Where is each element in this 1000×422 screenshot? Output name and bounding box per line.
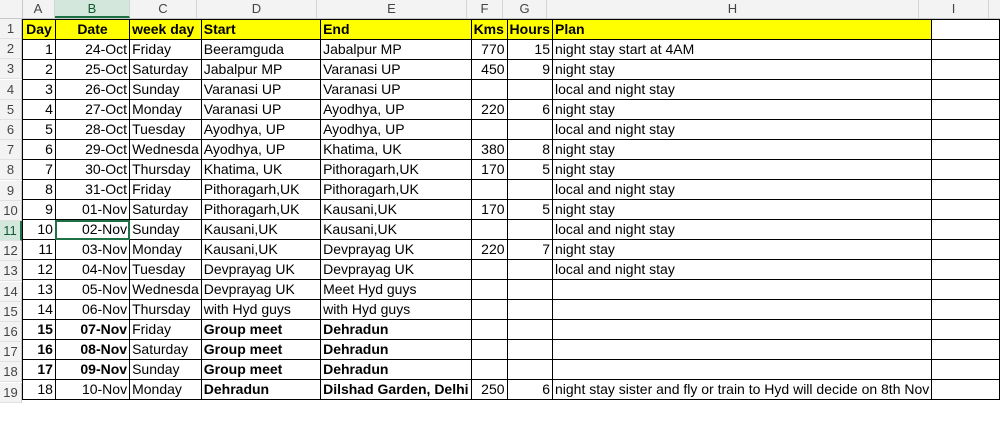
cell-day[interactable]: 1 — [23, 40, 56, 60]
cell-end[interactable]: Khatima, UK — [321, 140, 471, 160]
cell-start[interactable]: Varanasi UP — [201, 80, 320, 100]
cell-empty[interactable] — [932, 300, 1000, 320]
cell-empty[interactable] — [932, 100, 1000, 120]
cell-date[interactable]: 01-Nov — [55, 200, 129, 220]
row-header-4[interactable]: 4 — [0, 80, 22, 100]
cell-day[interactable]: 7 — [23, 160, 56, 180]
cell-date[interactable]: 24-Oct — [55, 40, 129, 60]
cell-kms[interactable]: 450 — [471, 60, 507, 80]
cell-empty[interactable] — [932, 140, 1000, 160]
header-date[interactable]: Date — [55, 20, 129, 40]
cell-hours[interactable]: 9 — [507, 60, 552, 80]
row-header-8[interactable]: 8 — [0, 160, 22, 180]
row-header-17[interactable]: 17 — [0, 342, 22, 362]
cell-weekday[interactable]: Friday — [130, 40, 202, 60]
cell-empty[interactable] — [932, 380, 1000, 400]
column-header-a[interactable]: A — [22, 0, 55, 18]
cell-plan[interactable]: local and night stay — [552, 180, 931, 200]
cell-date[interactable]: 08-Nov — [55, 340, 129, 360]
cell-kms[interactable] — [471, 260, 507, 280]
cell-plan[interactable]: night stay — [552, 100, 931, 120]
cell-I1[interactable] — [932, 20, 1000, 40]
cell-weekday[interactable]: Friday — [130, 320, 202, 340]
table-row — [23, 300, 1000, 320]
table-row — [23, 200, 1000, 220]
cell-weekday[interactable]: Saturday — [130, 340, 202, 360]
cell-hours[interactable] — [507, 320, 552, 340]
cell-date[interactable]: 07-Nov — [55, 320, 129, 340]
cell-day[interactable]: 11 — [23, 240, 56, 260]
cell-empty[interactable] — [932, 40, 1000, 60]
cell-date[interactable]: 31-Oct — [55, 180, 129, 200]
column-header-b[interactable]: B — [55, 0, 130, 18]
cell-empty[interactable] — [932, 200, 1000, 220]
cell-start[interactable]: Jabalpur MP — [201, 60, 320, 80]
cell-hours[interactable] — [507, 220, 552, 240]
cell-plan[interactable]: night stay — [552, 140, 931, 160]
cell-weekday[interactable]: Wednesda — [130, 280, 202, 300]
cell-day[interactable]: 12 — [23, 260, 56, 280]
cell-empty[interactable] — [932, 160, 1000, 180]
table-row — [23, 80, 1000, 100]
cell-weekday[interactable]: Tuesday — [130, 260, 202, 280]
row-header-6[interactable]: 6 — [0, 120, 22, 140]
cell-weekday[interactable]: Thursday — [130, 300, 202, 320]
cell-date[interactable]: 10-Nov — [55, 380, 129, 400]
header-weekday[interactable]: week day — [130, 20, 202, 40]
cell-hours[interactable]: 5 — [507, 160, 552, 180]
cell-hours[interactable] — [507, 260, 552, 280]
cell-date[interactable]: 27-Oct — [55, 100, 129, 120]
cell-plan[interactable] — [552, 280, 931, 300]
cell-end[interactable]: Pithoragarh,UK — [321, 180, 471, 200]
cell-kms[interactable]: 170 — [471, 160, 507, 180]
cell-plan[interactable]: night stay — [552, 160, 931, 180]
cell-end[interactable]: Varanasi UP — [321, 60, 471, 80]
cell-day[interactable]: 16 — [23, 340, 56, 360]
cell-plan[interactable]: night stay — [552, 60, 931, 80]
cell-plan[interactable]: local and night stay — [552, 220, 931, 240]
cell-kms[interactable] — [471, 120, 507, 140]
table-row — [23, 240, 1000, 260]
cell-end[interactable]: Devprayag UK — [321, 260, 471, 280]
cell-weekday[interactable]: Sunday — [130, 360, 202, 380]
cell-plan[interactable]: local and night stay — [552, 260, 931, 280]
cell-end[interactable]: Devprayag UK — [321, 240, 471, 260]
cell-start[interactable]: Ayodhya, UP — [201, 120, 320, 140]
column-header-row — [0, 0, 1000, 19]
cell-weekday[interactable]: Saturday — [130, 200, 202, 220]
cell-date[interactable]: 04-Nov — [55, 260, 129, 280]
cell-end[interactable]: Dehradun — [321, 360, 471, 380]
cell-start[interactable]: Varanasi UP — [201, 100, 320, 120]
cell-plan[interactable]: local and night stay — [552, 80, 931, 100]
cell-day[interactable]: 14 — [23, 300, 56, 320]
column-header-i[interactable]: I — [919, 0, 989, 18]
row-header-3[interactable]: 3 — [0, 59, 22, 79]
table-row — [23, 280, 1000, 300]
table-row — [23, 40, 1000, 60]
table-row — [23, 60, 1000, 80]
cell-day[interactable]: 3 — [23, 80, 56, 100]
row-header-15[interactable]: 15 — [0, 302, 22, 322]
header-kms[interactable]: Kms — [471, 20, 507, 40]
cell-day[interactable]: 17 — [23, 360, 56, 380]
column-header-h[interactable]: H — [547, 0, 919, 18]
itinerary-table — [22, 19, 1000, 400]
cell-start[interactable]: with Hyd guys — [201, 300, 320, 320]
cell-day[interactable]: 15 — [23, 320, 56, 340]
row-header-12[interactable]: 12 — [0, 241, 22, 261]
cell-weekday[interactable]: Sunday — [130, 220, 202, 240]
cell-day[interactable]: 10 — [23, 220, 56, 240]
cell-kms[interactable]: 770 — [471, 40, 507, 60]
column-header-d[interactable]: D — [197, 0, 317, 18]
cell-end[interactable]: Dehradun — [321, 320, 471, 340]
cell-hours[interactable] — [507, 280, 552, 300]
row-header-7[interactable]: 7 — [0, 140, 22, 160]
cell-weekday[interactable]: Friday — [130, 180, 202, 200]
row-header-11[interactable]: 11 — [0, 221, 22, 241]
cell-start[interactable]: Dehradun — [201, 380, 320, 400]
cell-date[interactable]: 26-Oct — [55, 80, 129, 100]
column-header-e[interactable]: E — [317, 0, 467, 18]
cell-date[interactable]: 30-Oct — [55, 160, 129, 180]
cell-date[interactable]: 06-Nov — [55, 300, 129, 320]
cell-start[interactable]: Khatima, UK — [201, 160, 320, 180]
cell-start[interactable]: Devprayag UK — [201, 260, 320, 280]
cell-date[interactable]: 25-Oct — [55, 60, 129, 80]
cell-end[interactable]: Dehradun — [321, 340, 471, 360]
row-header-13[interactable]: 13 — [0, 261, 22, 281]
cell-empty[interactable] — [932, 240, 1000, 260]
row-header-14[interactable]: 14 — [0, 282, 22, 302]
cell-date[interactable]: 02-Nov — [55, 220, 129, 240]
cell-end[interactable]: Kausani,UK — [321, 200, 471, 220]
table-row — [23, 180, 1000, 200]
cell-day[interactable]: 5 — [23, 120, 56, 140]
cell-empty[interactable] — [932, 180, 1000, 200]
cell-plan[interactable] — [552, 320, 931, 340]
cell-hours[interactable] — [507, 300, 552, 320]
cell-date[interactable]: 03-Nov — [55, 240, 129, 260]
cell-end[interactable]: with Hyd guys — [321, 300, 471, 320]
row-header-18[interactable]: 18 — [0, 362, 22, 382]
cell-start[interactable]: Group meet — [201, 320, 320, 340]
cell-day[interactable]: 2 — [23, 60, 56, 80]
cell-weekday[interactable]: Thursday — [130, 160, 202, 180]
cell-weekday[interactable]: Wednesda — [130, 140, 202, 160]
cell-day[interactable]: 8 — [23, 180, 56, 200]
cell-empty[interactable] — [932, 80, 1000, 100]
cell-day[interactable]: 13 — [23, 280, 56, 300]
cell-empty[interactable] — [932, 60, 1000, 80]
cell-start[interactable]: Group meet — [201, 360, 320, 380]
cell-plan[interactable]: night stay sister and fly or train to Hyd will decide on 8th Nov — [552, 380, 931, 400]
cell-kms[interactable] — [471, 340, 507, 360]
header-hours[interactable]: Hours — [507, 20, 552, 40]
cell-plan[interactable]: night stay — [552, 200, 931, 220]
cell-kms[interactable]: 220 — [471, 240, 507, 260]
cell-end[interactable]: Pithoragarh,UK — [321, 160, 471, 180]
cell-hours[interactable] — [507, 80, 552, 100]
cell-hours[interactable] — [507, 360, 552, 380]
cell-hours[interactable] — [507, 180, 552, 200]
row-header-16[interactable]: 16 — [0, 322, 22, 342]
cell-hours[interactable]: 6 — [507, 100, 552, 120]
cell-hours[interactable] — [507, 340, 552, 360]
cell-end[interactable]: Meet Hyd guys — [321, 280, 471, 300]
cell-end[interactable]: Varanasi UP — [321, 80, 471, 100]
cell-empty[interactable] — [932, 320, 1000, 340]
cell-date[interactable]: 05-Nov — [55, 280, 129, 300]
header-start[interactable]: Start — [201, 20, 320, 40]
cell-start[interactable]: Kausani,UK — [201, 240, 320, 260]
cell-kms[interactable] — [471, 300, 507, 320]
cell-empty[interactable] — [932, 340, 1000, 360]
column-header-f[interactable]: F — [467, 0, 503, 18]
select-all-corner[interactable] — [0, 0, 23, 18]
cell-kms[interactable] — [471, 220, 507, 240]
cell-hours[interactable]: 6 — [507, 380, 552, 400]
cell-plan[interactable] — [552, 340, 931, 360]
cell-start[interactable]: Ayodhya, UP — [201, 140, 320, 160]
table-row — [23, 140, 1000, 160]
column-header-c[interactable]: C — [130, 0, 197, 18]
row-header-1[interactable]: 1 — [0, 19, 22, 39]
table-row — [23, 340, 1000, 360]
cell-end[interactable]: Jabalpur MP — [321, 40, 471, 60]
header-day[interactable]: Day — [23, 20, 56, 40]
column-header-g[interactable]: G — [503, 0, 547, 18]
cell-start[interactable]: Devprayag UK — [201, 280, 320, 300]
cell-hours[interactable]: 15 — [507, 40, 552, 60]
cell-grid — [22, 19, 1000, 400]
row-header-5[interactable]: 5 — [0, 100, 22, 120]
cell-hours[interactable]: 5 — [507, 200, 552, 220]
cell-day[interactable]: 4 — [23, 100, 56, 120]
cell-empty[interactable] — [932, 120, 1000, 140]
cell-plan[interactable] — [552, 300, 931, 320]
table-row — [23, 320, 1000, 340]
cell-plan[interactable]: local and night stay — [552, 120, 931, 140]
cell-kms[interactable]: 380 — [471, 140, 507, 160]
cell-day[interactable]: 6 — [23, 140, 56, 160]
cell-kms[interactable] — [471, 320, 507, 340]
cell-hours[interactable]: 8 — [507, 140, 552, 160]
row-header-10[interactable]: 10 — [0, 201, 22, 221]
table-header-row — [23, 20, 1000, 40]
cell-empty[interactable] — [932, 280, 1000, 300]
header-plan[interactable]: Plan — [552, 20, 931, 40]
table-row — [23, 380, 1000, 400]
cell-hours[interactable] — [507, 120, 552, 140]
cell-start[interactable]: Pithoragarh,UK — [201, 180, 320, 200]
cell-plan[interactable]: night stay — [552, 240, 931, 260]
cell-start[interactable]: Group meet — [201, 340, 320, 360]
cell-kms[interactable] — [471, 280, 507, 300]
cell-empty[interactable] — [932, 360, 1000, 380]
cell-weekday[interactable]: Sunday — [130, 80, 202, 100]
cell-kms[interactable] — [471, 80, 507, 100]
cell-weekday[interactable]: Monday — [130, 100, 202, 120]
cell-hours[interactable]: 7 — [507, 240, 552, 260]
table-row — [23, 260, 1000, 280]
cell-end[interactable]: Dilshad Garden, Delhi — [321, 380, 471, 400]
cell-kms[interactable] — [471, 360, 507, 380]
cell-weekday[interactable]: Tuesday — [130, 120, 202, 140]
cell-weekday[interactable]: Monday — [130, 380, 202, 400]
table-row — [23, 100, 1000, 120]
cell-start[interactable]: Pithoragarh,UK — [201, 200, 320, 220]
row-header-9[interactable]: 9 — [0, 181, 22, 201]
cell-empty[interactable] — [932, 220, 1000, 240]
cell-date[interactable]: 29-Oct — [55, 140, 129, 160]
cell-weekday[interactable]: Monday — [130, 240, 202, 260]
cell-day[interactable]: 9 — [23, 200, 56, 220]
cell-kms[interactable]: 170 — [471, 200, 507, 220]
cell-end[interactable]: Ayodhya, UP — [321, 120, 471, 140]
table-row — [23, 360, 1000, 380]
table-row — [23, 160, 1000, 180]
header-end[interactable]: End — [321, 20, 471, 40]
cell-empty[interactable] — [932, 260, 1000, 280]
cell-plan[interactable]: night stay start at 4AM — [552, 40, 931, 60]
cell-start[interactable]: Kausani,UK — [201, 220, 320, 240]
cell-end[interactable]: Kausani,UK — [321, 220, 471, 240]
row-header-19[interactable]: 19 — [0, 383, 22, 403]
cell-kms[interactable] — [471, 180, 507, 200]
row-header-2[interactable]: 2 — [0, 39, 22, 59]
cell-start[interactable]: Beeramguda — [201, 40, 320, 60]
cell-date[interactable]: 09-Nov — [55, 360, 129, 380]
cell-kms[interactable]: 250 — [471, 380, 507, 400]
cell-end[interactable]: Ayodhya, UP — [321, 100, 471, 120]
table-row — [23, 120, 1000, 140]
cell-date[interactable]: 28-Oct — [55, 120, 129, 140]
cell-kms[interactable]: 220 — [471, 100, 507, 120]
table-row — [23, 220, 1000, 240]
cell-plan[interactable] — [552, 360, 931, 380]
cell-weekday[interactable]: Saturday — [130, 60, 202, 80]
cell-day[interactable]: 18 — [23, 380, 56, 400]
